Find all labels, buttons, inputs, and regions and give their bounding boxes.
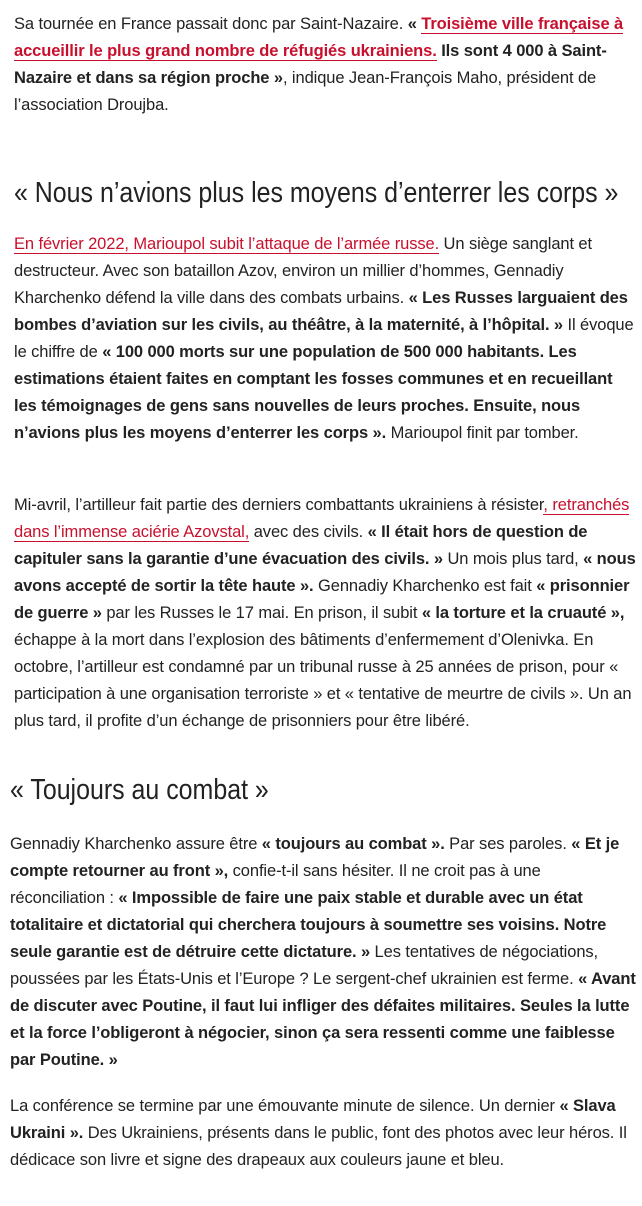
text-segment: Les tentatives de négociations, poussées par les États-Unis et l’Europe ? Le sergent-chef ukrainien est ferme. [10,943,599,988]
quote-head-high: « nous avons accepté de sortir la tête haute ». [14,550,636,595]
text-segment: Par ses paroles. [444,835,572,853]
text-segment: par les Russes le 17 mai. En prison, il subit [101,604,422,622]
quote-putin: « Avant de discuter avec Poutine, il faut lui infliger des défaites militaires. Seules la lutte et la force l’obligeront à négocier, sinon ça sera ressenti comme une faiblesse par Poutine. » [10,970,636,1069]
text-segment: confie-t-il sans hésiter. Il ne croit pas à une réconciliation : [10,862,541,907]
quote-return-front: « Et je compte retourner au front », [10,835,620,880]
text-segment: Sa tournée en France passait donc par Saint-Nazaire. [14,15,408,33]
paragraph-conclusion [10,1093,636,1174]
text-segment: échappe à la mort dans l’explosion des bâtiments d’enfermement d’Olenivka. En octobre, l’artilleur est condamné par un tribunal russe à 25 années de prison, pour « participation à une organisation terroriste » et « tentative de meurtre de civils ». Un an plus tard, il profite d’un échange de prisonniers pour être libéré. [14,631,632,730]
quote-refugees-count: Ils sont 4 000 à Saint-Nazaire et dans sa région proche » [14,42,607,87]
text-segment: Gennadiy Kharchenko assure être [10,835,262,853]
section-heading-combat: « Toujours au combat » [10,774,269,806]
quote-open: « [407,15,422,33]
text-segment: La conférence se termine par une émouvante minute de silence. Un dernier [10,1097,560,1115]
quote-torture: « la torture et la cruauté », [421,604,625,622]
paragraph-marioupol [14,231,636,447]
text-segment: Gennadiy Kharchenko est fait [313,577,537,595]
section-heading-corps: « Nous n’avions plus les moyens d’enterrer les corps » [14,177,619,209]
link-azovstal[interactable]: , retranchés dans l’immense aciérie Azovstal, [14,496,630,541]
quote-bombs: « Les Russes larguaient des bombes d’aviation sur les civils, au théâtre, à la maternité, à l’hôpital. » [14,289,628,334]
paragraph-saint-nazaire [14,11,632,119]
quote-slava-ukraini: « Slava Ukraini ». [10,1097,616,1142]
text-segment: , indique Jean-François Maho, président de l’association Droujba. [14,69,597,114]
quote-prisoner: « prisonnier de guerre » [14,577,630,622]
quote-still-fighting: « toujours au combat ». [261,835,445,853]
text-segment: Des Ukrainiens, présents dans le public, font des photos avec leur héros. Il dédicace son livre et signe des drapeaux aux couleurs jaune et bleu. [10,1124,627,1169]
link-marioupol-attack[interactable]: En février 2022, Marioupol subit l’attaque de l’armée russe. [14,235,440,253]
text-segment: avec des civils. [249,523,368,541]
paragraph-combat [10,831,636,1074]
quote-peace-impossible: « Impossible de faire une paix stable et durable avec un état totalitaire et dictatorial qui cherchera toujours à soumettre ses voisins. Notre seule garantie est de détruire cette dictature. » [10,889,607,961]
paragraph-azovstal [14,492,638,735]
text-segment: Marioupol finit par tomber. [386,424,579,442]
text-segment: Un siège sanglant et destructeur. Avec son bataillon Azov, environ un millier d’hommes, Gennadiy Kharchenko défend la ville dans des combats urbains. [14,235,592,307]
text-segment: Il évoque le chiffre de [14,316,634,361]
text-segment: Mi-avril, l’artilleur fait partie des derniers combattants ukrainiens à résister [14,496,544,514]
quote-death-toll: « 100 000 morts sur une population de 500 000 habitants. Les estimations étaient faites en comptant les fosses communes et en recueillant les témoignages de gens sans nouvelles de leurs proches. Ensuite, nous n’avions plus les moyens d’enterrer les corps ». [14,343,613,442]
link-refugees-article[interactable]: Troisième ville française à accueillir le plus grand nombre de réfugiés ukrainiens. [14,15,624,60]
quote-capitulate: « Il était hors de question de capituler sans la garantie d’une évacuation des civils. » [14,523,588,568]
text-segment: Un mois plus tard, [442,550,584,568]
